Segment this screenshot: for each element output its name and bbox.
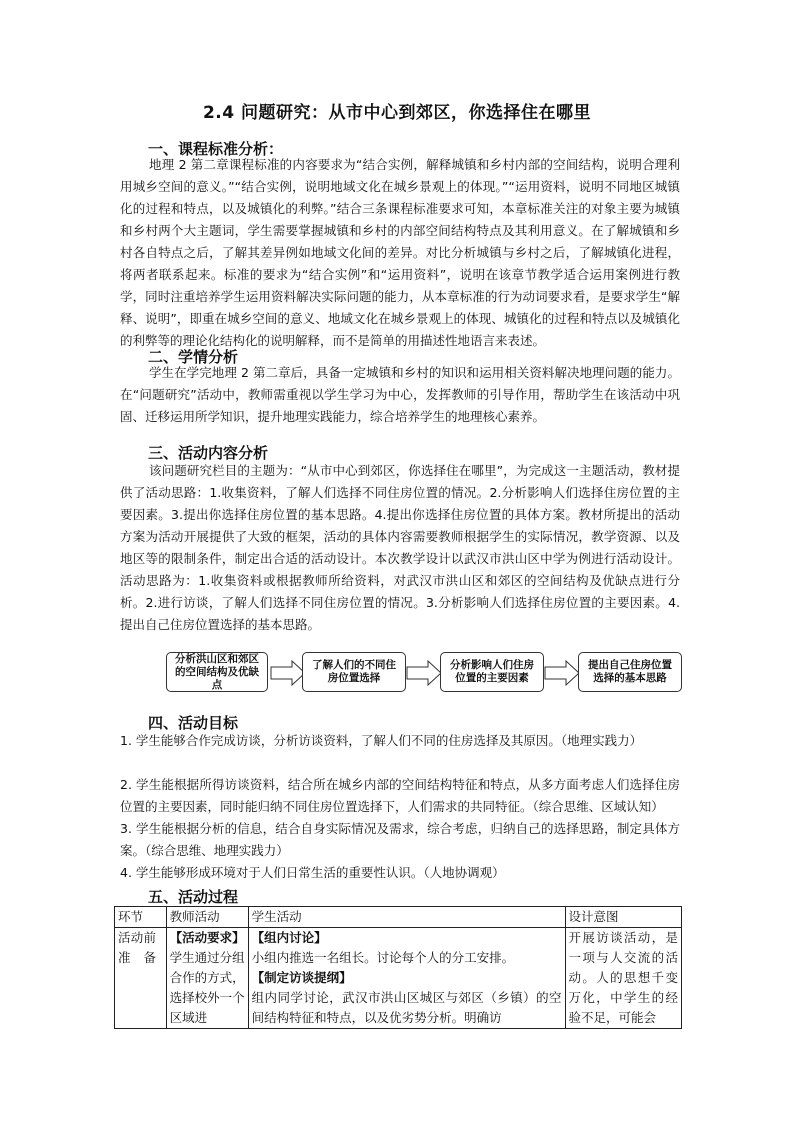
goal-item: 1. 学生能够合作完成访谈，分析访谈资料，了解人们不同的住房选择及其原因。（地理实践力） — [120, 733, 643, 748]
flow-step-2: 了解人们的不同住房位置选择 — [302, 652, 406, 692]
student-cell — [248, 928, 565, 1029]
goal-item: 2. 学生能根据所得访谈资料，结合所在城乡内部的空间结构特征和特点，从多方面考虑人们选择住房位置的主要因素，同时能归纳不同住房位置选择下，人们需求的共同特征。（综合思维、区域认知） — [120, 777, 680, 814]
table-row — [115, 928, 682, 1029]
section-heading-goals: 四、活动目标 — [148, 714, 239, 732]
section-text-standards: 地理 2 第二章课程标准的内容要求为“结合实例，解释城镇和乡村内部的空间结构，说明合理利用城乡空间的意义。”“结合实例，说明地域文化在城乡景观上的体现。”“运用资料，说明不同地区城镇化的过程和特点，以及城镇化的利弊。”结合三条课程标准要求可知，本章标准关注的对象主要为城镇和乡村两个大主题词，学生需要掌握城镇和乡村的内部空间结构特点及其利用意义。在了解城镇和乡村各自特点之后，了解其差异例如地域文化间的差异。对比分析城镇与乡村之后，了解城镇化进程，将两者联系起来。标准的要求为“结合实例”和“运用资料”，说明在该章节教学适合运用案例进行教学，同时注重培养学生运用资料解决实际问题的能力，从本章标准的行为动词要求看，是要求学生“解释、说明”，即重在城乡空间的意义、地域文化在城乡景观上的体现、城镇化的过程和特点以及城镇化的利弊等的理论化结构化的说明解释，而不是简单的用描述性地语言来表述。 — [120, 157, 680, 348]
section-heading-process: 五、活动过程 — [148, 888, 239, 906]
student-heading-1: 【组内讨论】 — [251, 930, 327, 945]
flow-arrow-icon — [544, 660, 580, 686]
table-header-cell: 设计意图 — [565, 907, 681, 928]
goal-item: 3. 学生能根据分析的信息，结合自身实际情况及需求，综合考虑，归纳自己的选择思路，制定具体方案。（综合思维、地理实践力） — [120, 821, 680, 858]
table-header-cell: 学生活动 — [248, 907, 565, 928]
student-text-1: 小组内推选一名组长。讨论每个人的分工安排。 — [251, 950, 515, 965]
section-heading-content: 三、活动内容分析 — [148, 444, 269, 462]
flow-arrow-icon — [270, 660, 306, 686]
stage-label: 活动前准备 — [118, 930, 156, 965]
teacher-cell — [166, 928, 248, 1029]
section-text-content: 该问题研究栏目的主题为：“从市中心到郊区，你选择住在哪里”，为完成这一主题活动，教材提供了活动思路：1.收集资料，了解人们选择不同住房位置的情况。2.分析影响人们选择住房位置的主要因素。3.提出你选择住房位置的基本思路。4.提出你选择住房位置的具体方案。教材所提出的活动方案为活动开展提供了大致的框架，活动的具体内容需要教师根据学生的实际情况，教学资源、以及地区等的限制条件，制定出合适的活动设计。本次教学设计以武汉市洪山区中学为例进行活动设计。活动思路为：1.收集资料或根据教师所给资料，对武汉市洪山区和郊区的空间结构及优缺点进行分析。2.进行访谈，了解人们选择不同住房位置的情况。3.分析影响人们选择住房位置的主要因素。4.提出自己住房位置选择的基本思路。 — [120, 463, 680, 632]
student-heading-2: 【制定访谈提纲】 — [251, 970, 352, 985]
activity-flow-chart — [0, 650, 794, 698]
flow-arrow-icon — [406, 660, 442, 686]
section-heading-standards: 一、课程标准分析： — [148, 140, 284, 158]
goal-item: 4. 学生能够形成环境对于人们日常生活的重要性认识。（人地协调观） — [120, 865, 505, 880]
process-table — [114, 906, 682, 1029]
section-heading-learner: 二、学情分析 — [148, 348, 239, 366]
table-header-cell: 环节 — [115, 907, 167, 928]
teacher-heading: 【活动要求】 — [169, 930, 245, 945]
table-header-row — [115, 907, 682, 928]
section-text-learner: 学生在学完地理 2 第二章后，具备一定城镇和乡村的知识和运用相关资料解决地理问题的能力。在“问题研究”活动中，教师需重视以学生学习为中心，发挥教师的引导作用，帮助学生在该活动中巩固、迁移运用所学知识，提升地理实践能力，综合培养学生的地理核心素养。 — [120, 365, 680, 424]
document-title: 2.4 问题研究：从市中心到郊区，你选择住在哪里 — [202, 103, 592, 123]
intent-cell — [565, 928, 681, 1029]
stage-cell — [115, 928, 167, 1029]
student-text-2: 组内同学讨论，武汉市洪山区城区与郊区（乡镇）的空间结构特征和特点，以及优劣势分析。明确访 — [251, 990, 562, 1025]
flow-step-4: 提出自己住房位置选择的基本思路 — [578, 652, 682, 692]
intent-text: 开展访谈活动，是一项与人交流的活动。人的思想千变万化，中学生的经验不足，可能会 — [568, 930, 678, 1025]
flow-step-3: 分析影响人们住房位置的主要因素 — [440, 652, 544, 692]
table-header-cell: 教师活动 — [166, 907, 248, 928]
flow-step-1: 分析洪山区和郊区的空间结构及优缺点 — [166, 652, 268, 692]
teacher-text: 学生通过分组合作的方式，选择校外一个区域进 — [169, 950, 245, 1025]
